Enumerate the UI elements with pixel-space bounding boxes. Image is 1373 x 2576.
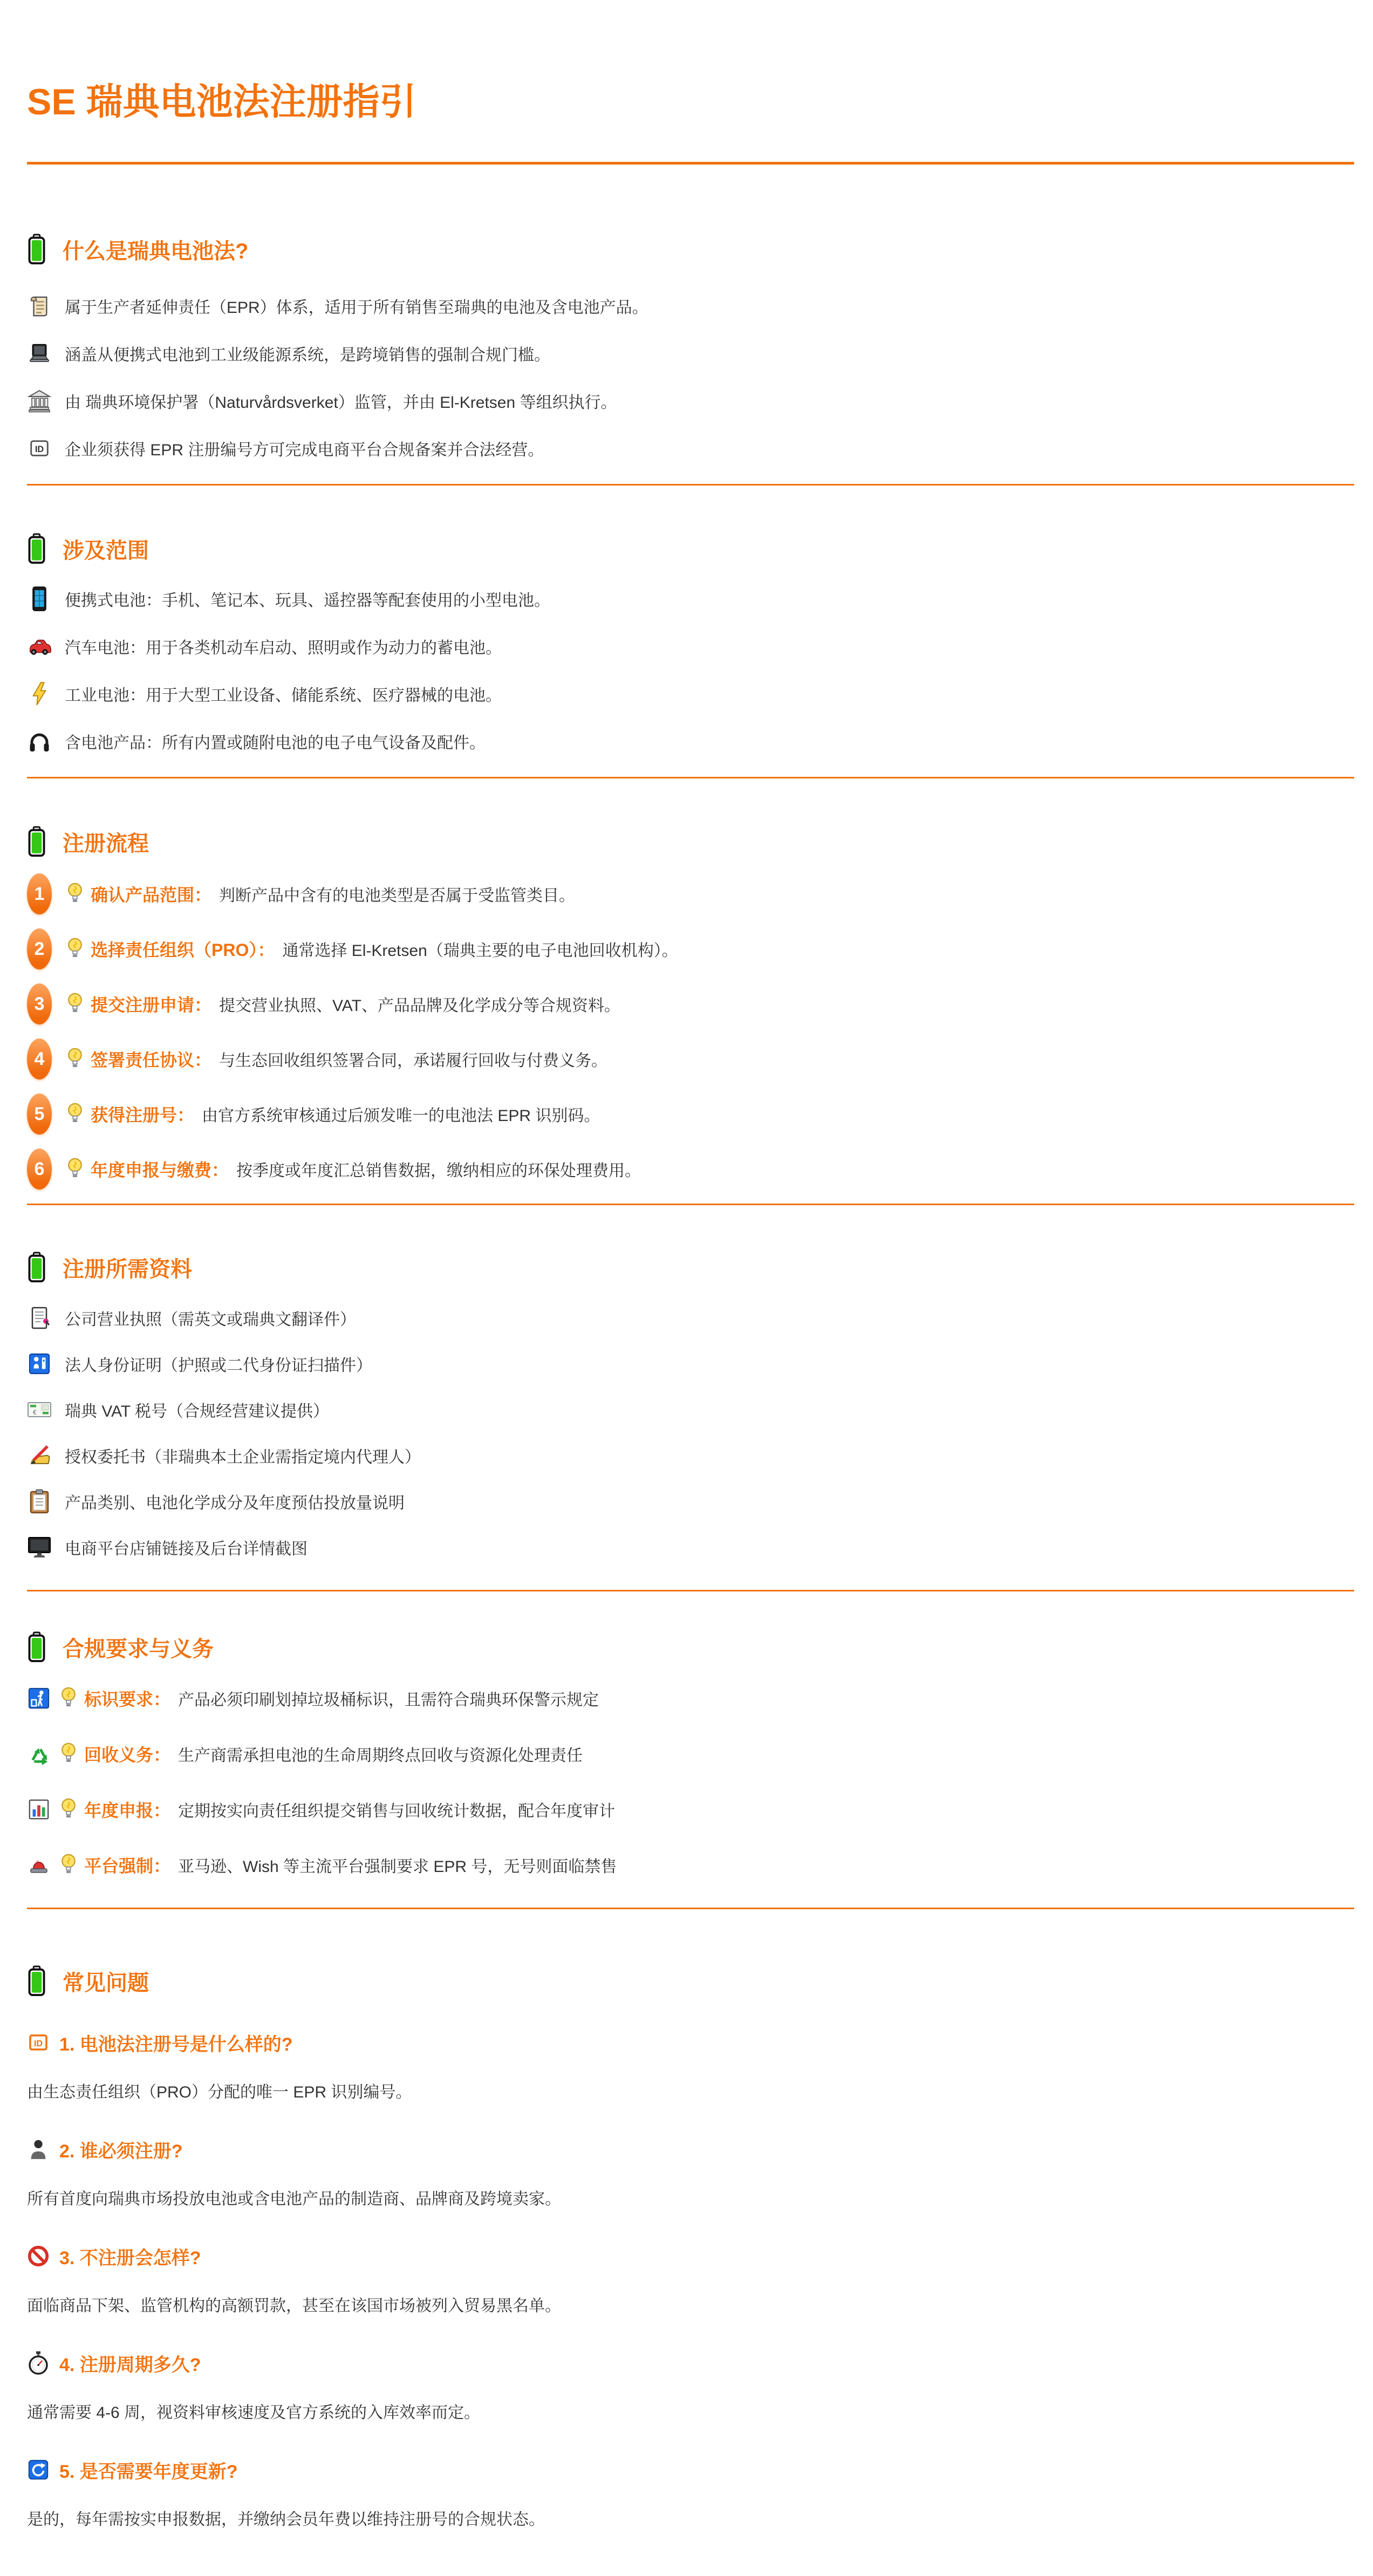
section-heading-label: 什么是瑞典电池法? (63, 239, 249, 263)
list-item-text: 瑞典 VAT 税号（合规经营建议提供） (65, 1403, 330, 1421)
compliance-label: 回收义务： (84, 1745, 171, 1765)
step-number-badge: 6 (27, 1149, 52, 1190)
step-label: 签署责任协议： (91, 1050, 212, 1070)
section-heading (27, 533, 1354, 564)
section-heading-label: 合规要求与义务 (63, 1637, 214, 1661)
step-item (27, 983, 1354, 1024)
list-item (27, 341, 1354, 365)
section-divider (27, 1590, 1354, 1591)
list-item-text: 涵盖从便携式电池到工业级能源系统，是跨境销售的强制合规门槛。 (65, 346, 550, 365)
step-text: 提交营业执照、VAT、产品品牌及化学成分等合规资料。 (219, 997, 620, 1015)
bank-icon (27, 389, 52, 413)
step-label: 提交注册申请： (91, 995, 212, 1015)
section-divider (27, 484, 1354, 486)
compliance-label: 标识要求： (84, 1690, 171, 1710)
writing-hand-icon (27, 1444, 52, 1467)
svg-text:€: € (33, 1409, 37, 1417)
step-text: 判断产品中含有的电池类型是否属于受监管类目。 (219, 887, 576, 905)
section-heading (27, 1965, 1354, 1997)
bullet-list (27, 1685, 1354, 1878)
list-item (27, 1741, 1354, 1767)
battery-icon (27, 533, 46, 564)
step-label: 选择责任组织（PRO）： (91, 940, 275, 960)
section-compliance (27, 1631, 1354, 1909)
compliance-text: 亚马逊、Wish 等主流平台强制要求 EPR 号，无号则面临禁售 (178, 1858, 617, 1876)
svg-text:ID: ID (34, 2039, 43, 2049)
title-divider (27, 162, 1354, 165)
id-badge-icon (27, 437, 52, 460)
section-heading-label: 注册流程 (63, 831, 149, 856)
list-item (27, 682, 1354, 706)
list-item-text: 含电池产品：所有内置或随附电池的电子电气设备及配件。 (65, 734, 486, 753)
list-item-text: 由 瑞典环境保护署（Naturvårdsverket）监管，并由 El-Kretsen 等组织执行。 (65, 394, 617, 412)
step-label: 获得注册号： (91, 1105, 195, 1125)
list-item (27, 634, 1354, 658)
step-number-badge: 5 (27, 1094, 52, 1135)
bar-chart-icon (27, 1798, 51, 1821)
clipboard-icon (27, 1489, 52, 1514)
compliance-text: 定期按实向责任组织提交销售与回收统计数据，配合年度审计 (178, 1802, 616, 1821)
mobile-phone-icon (27, 586, 52, 612)
section-what-is-law (27, 234, 1354, 486)
list-item (27, 1796, 1354, 1822)
lightbulb-icon (60, 1853, 84, 1877)
faq-answer: 由生态责任组织（PRO）分配的唯一 EPR 识别编号。 (27, 2083, 412, 2102)
compliance-text: 产品必须印刷划掉垃圾桶标识，且需符合瑞典环保警示规定 (178, 1691, 599, 1710)
list-item (27, 1306, 1354, 1330)
section-heading-label: 涉及范围 (63, 538, 149, 563)
step-text: 按季度或年度汇总销售数据，缴纳相应的环保处理费用。 (236, 1162, 641, 1180)
passport-control-icon (27, 1352, 52, 1375)
battery-icon (27, 1252, 46, 1283)
section-divider (27, 1204, 1354, 1205)
car-icon (27, 637, 52, 656)
faq-question (27, 2350, 1354, 2375)
list-item-text: 属于生产者延伸责任（EPR）体系，适用于所有销售至瑞典的电池及含电池产品。 (65, 299, 648, 317)
lightbulb-icon (67, 937, 91, 961)
memo-icon (27, 1306, 52, 1330)
banknote-icon (27, 1400, 52, 1419)
list-item (27, 1685, 1354, 1711)
list-item (27, 1535, 1354, 1560)
lightning-icon (27, 681, 52, 706)
list-item (27, 1397, 1354, 1422)
lightbulb-icon (67, 882, 91, 906)
section-heading-label: 常见问题 (63, 1971, 149, 1995)
id-orange-icon (27, 2032, 50, 2053)
list-item (27, 1351, 1354, 1376)
prohibited-icon (27, 2245, 50, 2267)
stopwatch-icon (27, 2350, 50, 2375)
bullet-list (27, 1306, 1354, 1560)
section-faq (27, 1965, 1354, 2531)
lightbulb-icon (67, 1047, 91, 1071)
faq-question (27, 2457, 1354, 2482)
step-number-badge: 3 (27, 983, 52, 1024)
step-label: 年度申报与缴费： (91, 1160, 229, 1180)
compliance-label: 平台强制： (84, 1856, 171, 1876)
list-item-text: 公司营业执照（需英文或瑞典文翻译件） (65, 1311, 356, 1329)
faq-answer: 通常需要 4-6 周，视资料审核速度及官方系统的入库效率而定。 (27, 2404, 481, 2422)
lightbulb-icon (67, 1157, 91, 1181)
faq-answer: 是的，每年需按实申报数据，并缴纳会员年费以维持注册号的合规状态。 (27, 2511, 545, 2529)
battery-icon (27, 826, 46, 857)
list-item (27, 294, 1354, 318)
faq-question-text: 1. 电池法注册号是什么样的? (59, 2034, 293, 2055)
lightbulb-icon (67, 1102, 91, 1126)
list-item-text: 工业电池：用于大型工业设备、储能系统、医疗器械的电池。 (65, 687, 502, 705)
faq-question-text: 4. 注册周期多久? (59, 2354, 201, 2375)
step-item (27, 1094, 1354, 1135)
list-item (27, 729, 1354, 753)
step-text: 通常选择 El-Kretsen（瑞典主要的电子电池回收机构）。 (282, 942, 678, 960)
battery-icon (27, 1631, 46, 1663)
receipt-icon (27, 295, 52, 317)
step-item (27, 1038, 1354, 1079)
bullet-list (27, 587, 1354, 753)
faq-question (27, 2137, 1354, 2162)
list-item (27, 1852, 1354, 1878)
step-list (27, 873, 1354, 1190)
list-item (27, 587, 1354, 611)
list-item-text: 授权委托书（非瑞典本土企业需指定境内代理人） (65, 1448, 421, 1467)
faq-answer: 所有首度向瑞典市场投放电池或含电池产品的制造商、品牌商及跨境卖家。 (27, 2190, 561, 2209)
laptop-icon (27, 342, 52, 365)
section-heading-label: 注册所需资料 (63, 1257, 192, 1281)
section-process (27, 826, 1354, 1205)
battery-icon (27, 234, 46, 265)
faq-question-text: 5. 是否需要年度更新? (59, 2461, 238, 2482)
section-scope (27, 533, 1354, 778)
faq-question-text: 2. 谁必须注册? (59, 2141, 183, 2162)
list-item-text: 汽车电池：用于各类机动车启动、照明或作为动力的蓄电池。 (65, 639, 502, 658)
compliance-text: 生产商需承担电池的生命周期终点回收与资源化处理责任 (178, 1747, 583, 1765)
list-item (27, 436, 1354, 460)
lightbulb-icon (60, 1686, 84, 1711)
faq-question (27, 2244, 1354, 2268)
headphones-icon (27, 729, 52, 753)
person-icon (27, 2138, 50, 2161)
faq-question-text: 3. 不注册会怎样? (59, 2247, 201, 2268)
lightbulb-icon (60, 1797, 84, 1822)
lightbulb-icon (60, 1741, 84, 1766)
faq-answer: 面临商品下架、监管机构的高额罚款，甚至在该国市场被列入贸易黑名单。 (27, 2297, 561, 2315)
siren-icon (27, 1854, 51, 1876)
step-number-badge: 4 (27, 1038, 52, 1079)
section-heading (27, 826, 1354, 857)
list-item-text: 企业须获得 EPR 注册编号方可完成电商平台合规备案并合法经营。 (65, 441, 544, 460)
step-item (27, 928, 1354, 969)
step-item (27, 873, 1354, 914)
section-divider (27, 777, 1354, 778)
section-materials (27, 1252, 1354, 1591)
step-item (27, 1149, 1354, 1190)
step-number-badge: 2 (27, 928, 52, 969)
section-heading (27, 234, 1354, 265)
recycle-icon (27, 1743, 51, 1765)
monitor-icon (27, 1536, 52, 1559)
lightbulb-icon (67, 992, 91, 1016)
list-item (27, 1443, 1354, 1468)
section-heading (27, 1631, 1354, 1663)
faq-question (27, 2030, 1354, 2055)
list-item (27, 1489, 1354, 1514)
litter-bin-icon (27, 1687, 51, 1710)
bullet-list (27, 294, 1354, 460)
page-title: SE 瑞典电池法注册指引 (27, 81, 416, 122)
step-label: 确认产品范围： (91, 885, 212, 905)
step-text: 由官方系统审核通过后颁发唯一的电池法 EPR 识别码。 (202, 1107, 600, 1125)
list-item (27, 389, 1354, 413)
refresh-icon (27, 2459, 50, 2481)
svg-text:ID: ID (35, 445, 44, 455)
list-item-text: 产品类别、电池化学成分及年度预估投放量说明 (65, 1494, 405, 1513)
list-item-text: 法人身份证明（护照或二代身份证扫描件） (65, 1357, 372, 1375)
section-heading (27, 1252, 1354, 1283)
compliance-label: 年度申报： (84, 1801, 171, 1821)
step-text: 与生态回收组织签署合同，承诺履行回收与付费义务。 (219, 1052, 608, 1070)
section-divider (27, 1908, 1354, 1909)
battery-icon (27, 1965, 46, 1997)
list-item-text: 电商平台店铺链接及后台详情截图 (65, 1540, 308, 1559)
step-number-badge: 1 (27, 873, 52, 914)
list-item-text: 便携式电池：手机、笔记本、玩具、遥控器等配套使用的小型电池。 (65, 592, 550, 610)
